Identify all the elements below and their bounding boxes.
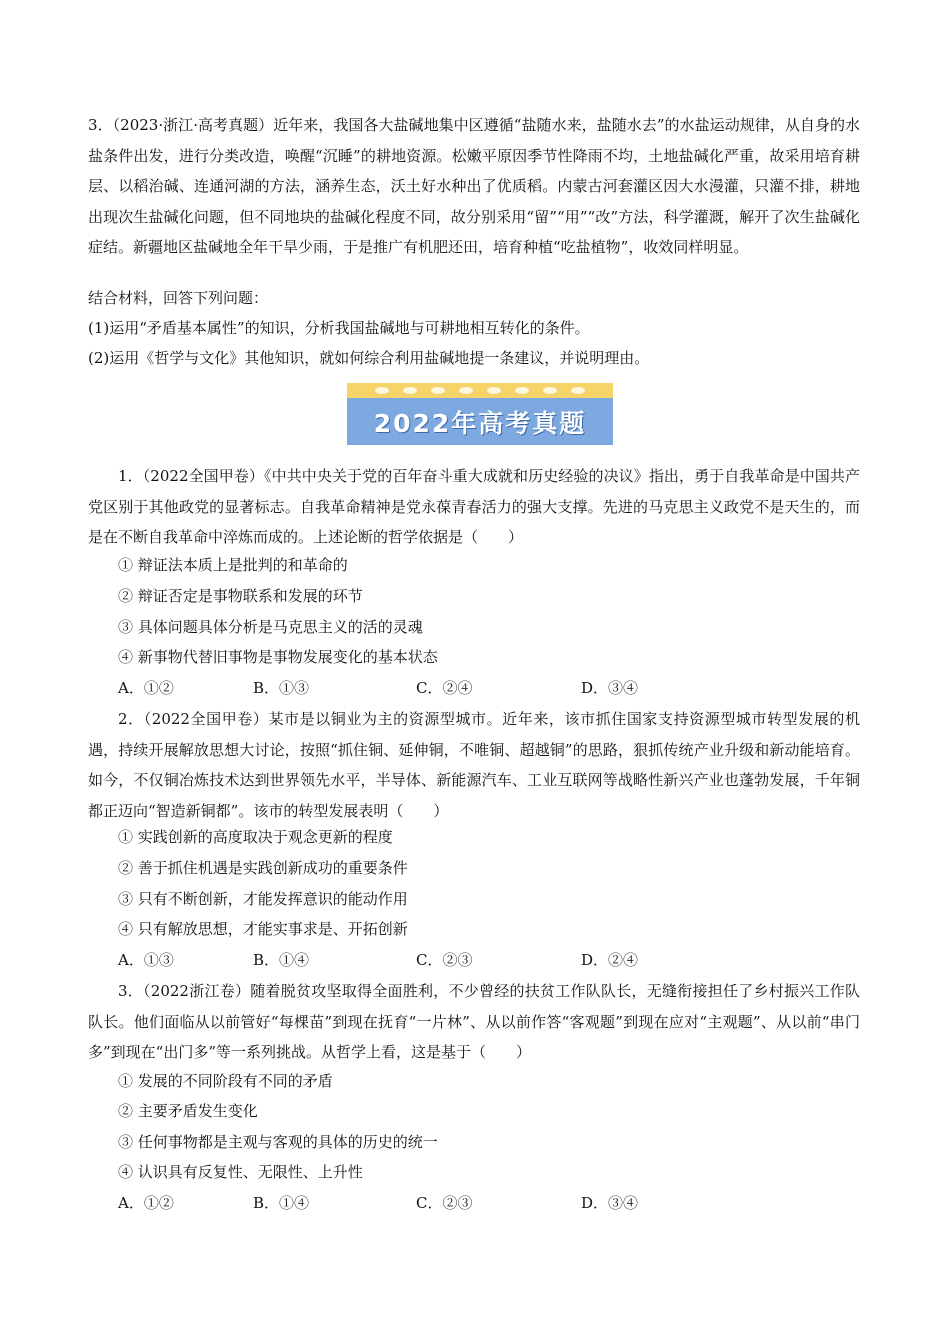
option-b: B．①③ [253, 679, 310, 697]
banner-dot [487, 387, 501, 394]
option-d: D．③④ [581, 1194, 639, 1212]
banner-dot [403, 387, 417, 394]
question-1-item: ② 辩证否定是事物联系和发展的环节 [118, 587, 363, 605]
banner-title: 2022年高考真题 [373, 408, 587, 438]
option-d: D．②④ [581, 951, 639, 969]
question-1-item: ④ 新事物代替旧事物是事物发展变化的基本状态 [118, 648, 438, 666]
banner-dot [543, 387, 557, 394]
banner-dots-strip [347, 383, 613, 398]
question-3-item: ① 发展的不同阶段有不同的矛盾 [118, 1072, 333, 1090]
option-a: A．①③ [118, 951, 174, 969]
option-d: D．③④ [581, 679, 639, 697]
option-a: A．①② [118, 679, 174, 697]
question-3-stem: 3．（2022浙江卷）随着脱贫攻坚取得全面胜利，不少曾经的扶贫工作队队长，无缝衔接担任了乡村振兴工作队队长。他们面临从以前管好“每棵苗”到现在抚育“一片林”、从以前作答“客观题”到现在应对“主观题”、从以前“串门多”到现在“出门多”等一系列挑战。从哲学上看，这是基于（ ） [88, 982, 860, 1061]
question-2-options [118, 945, 768, 975]
section-banner [347, 383, 613, 445]
question-2023-paragraph: 3．（2023·浙江·高考真题）近年来，我国各大盐碱地集中区遵循“盐随水来，盐随水去”的水盐运动规律，从自身的水盐条件出发，进行分类改造，唤醒“沉睡”的耕地资源。松嫩平原因季节性降雨不均，土地盐碱化严重，故采用培育耕层、以稻治碱、连通河湖的方法，涵养生态，沃土好水种出了优质稻。内蒙古河套灌区因大水漫灌，只灌不排，耕地出现次生盐碱化问题，但不同地块的盐碱化程度不同，故分别采用“留”“用”“改”方法，科学灌溉，解开了次生盐碱化症结。新疆地区盐碱地全年干旱少雨，于是推广有机肥还田，培育种植“吃盐植物”，收效同样明显。 [88, 116, 860, 256]
question-3-item: ③ 任何事物都是主观与客观的具体的历史的统一 [118, 1133, 438, 1151]
option-b: B．①④ [253, 1194, 310, 1212]
question-2-item: ① 实践创新的高度取决于观念更新的程度 [118, 828, 393, 846]
option-b: B．①④ [253, 951, 310, 969]
banner-dot [431, 387, 445, 394]
question-2023-sub2: (2)运用《哲学与文化》其他知识，就如何综合利用盐碱地提一条建议，并说明理由。 [88, 349, 650, 367]
question-2023-prompt: 结合材料，回答下列问题： [88, 289, 269, 307]
option-c: C．②③ [416, 1194, 473, 1212]
option-a: A．①② [118, 1194, 174, 1212]
question-2-item: ④ 只有解放思想，才能实事求是、开拓创新 [118, 920, 408, 938]
banner-body [347, 398, 613, 445]
question-2-stem: 2．（2022全国甲卷）某市是以铜业为主的资源型城市。近年来，该市抓住国家支持资源型城市转型发展的机遇，持续开展解放思想大讨论，按照“抓住铜、延伸铜，不唯铜、超越铜”的思路，狠抓传统产业升级和新动能培育。如今，不仅铜冶炼技术达到世界领先水平，半导体、新能源汽车、工业互联网等战略性新兴产业也蓬勃发展，千年铜都正迈向“智造新铜都”。该市的转型发展表明（ ） [88, 710, 860, 820]
banner-dot [515, 387, 529, 394]
question-3-options [118, 1188, 768, 1218]
question-1-item: ③ 具体问题具体分析是马克思主义的活的灵魂 [118, 618, 423, 636]
question-3-item: ④ 认识具有反复性、无限性、上升性 [118, 1163, 363, 1181]
question-2023-sub1: (1)运用“矛盾基本属性”的知识，分析我国盐碱地与可耕地相互转化的条件。 [88, 319, 590, 337]
question-1-stem: 1．（2022全国甲卷）《中共中央关于党的百年奋斗重大成就和历史经验的决议》指出，勇于自我革命是中国共产党区别于其他政党的显著标志。自我革命精神是党永葆青春活力的强大支撑。先进的马克思主义政党不是天生的，而是在不断自我革命中淬炼而成的。上述论断的哲学依据是（ ） [88, 467, 860, 546]
banner-dot [375, 387, 389, 394]
question-1-item: ① 辩证法本质上是批判的和革命的 [118, 556, 348, 574]
question-1-options [118, 673, 768, 703]
banner-dot [571, 387, 585, 394]
question-2-item: ② 善于抓住机遇是实践创新成功的重要条件 [118, 859, 408, 877]
option-c: C．②③ [416, 951, 473, 969]
question-3-item: ② 主要矛盾发生变化 [118, 1102, 258, 1120]
option-c: C．②④ [416, 679, 473, 697]
question-2-item: ③ 只有不断创新，才能发挥意识的能动作用 [118, 890, 408, 908]
banner-dot [459, 387, 473, 394]
